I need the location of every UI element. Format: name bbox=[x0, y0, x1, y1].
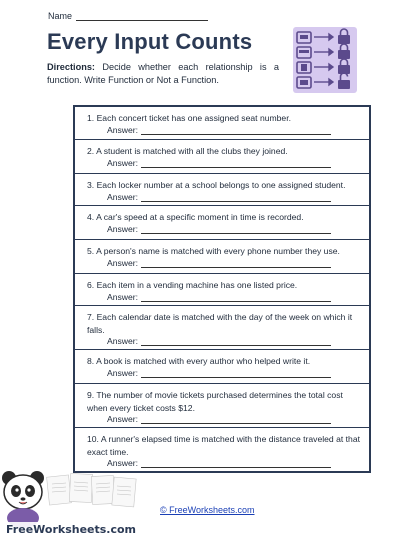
question-text bbox=[87, 311, 361, 337]
question-text bbox=[87, 211, 361, 224]
question-number: 5. bbox=[87, 246, 95, 256]
question-body: A runner's elapsed time is matched with the distance traveled at that exact time. bbox=[87, 434, 360, 457]
answer-line[interactable] bbox=[141, 458, 331, 468]
answer-label: Answer: bbox=[107, 224, 139, 234]
answer-line[interactable] bbox=[141, 125, 331, 135]
question-row bbox=[75, 139, 369, 173]
question-number: 4. bbox=[87, 212, 95, 222]
question-body: Each calendar date is matched with the day of the week on which it falls. bbox=[87, 312, 353, 335]
question-text bbox=[87, 145, 361, 158]
question-text bbox=[87, 279, 361, 292]
question-row bbox=[75, 305, 369, 349]
answer-field[interactable] bbox=[107, 336, 331, 346]
answer-label: Answer: bbox=[107, 292, 139, 302]
answer-line[interactable] bbox=[141, 336, 331, 346]
answer-field[interactable] bbox=[107, 125, 331, 135]
directions-text: Decide whether each relationship is a function. Write Function or Not a Function. bbox=[47, 62, 279, 85]
answer-line[interactable] bbox=[141, 258, 331, 268]
answer-label: Answer: bbox=[107, 192, 139, 202]
question-number: 8. bbox=[87, 356, 95, 366]
directions bbox=[47, 61, 279, 87]
input-output-graphic bbox=[293, 27, 357, 93]
question-number: 1. bbox=[87, 113, 95, 123]
question-row bbox=[75, 173, 369, 205]
answer-label: Answer: bbox=[107, 258, 139, 268]
question-row bbox=[75, 383, 369, 427]
question-body: A book is matched with every author who helped write it. bbox=[96, 356, 311, 366]
directions-label: Directions: bbox=[47, 62, 95, 72]
answer-line[interactable] bbox=[141, 368, 331, 378]
question-text bbox=[87, 112, 361, 125]
answer-label: Answer: bbox=[107, 125, 139, 135]
answer-line[interactable] bbox=[141, 292, 331, 302]
question-row bbox=[75, 349, 369, 383]
question-text bbox=[87, 433, 361, 459]
answer-label: Answer: bbox=[107, 414, 139, 424]
answer-label: Answer: bbox=[107, 336, 139, 346]
answer-line[interactable] bbox=[141, 414, 331, 424]
answer-field[interactable] bbox=[107, 192, 331, 202]
question-text bbox=[87, 245, 361, 258]
answer-label: Answer: bbox=[107, 158, 139, 168]
answer-field[interactable] bbox=[107, 224, 331, 234]
panda-mascot bbox=[2, 471, 44, 528]
answer-field[interactable] bbox=[107, 458, 331, 468]
page-title: Every Input Counts bbox=[47, 29, 253, 54]
question-row bbox=[75, 427, 369, 471]
question-number: 10. bbox=[87, 434, 99, 444]
name-line[interactable] bbox=[76, 11, 208, 21]
question-body: The number of movie tickets purchased determines the total cost when every ticket costs $12. bbox=[87, 390, 343, 413]
answer-label: Answer: bbox=[107, 458, 139, 468]
question-number: 6. bbox=[87, 280, 95, 290]
answer-line[interactable] bbox=[141, 192, 331, 202]
question-body: Each concert ticket has one assigned seat number. bbox=[96, 113, 291, 123]
question-row bbox=[75, 239, 369, 273]
name-field[interactable] bbox=[48, 11, 208, 21]
footer-link[interactable]: © FreeWorksheets.com bbox=[160, 505, 255, 515]
question-number: 9. bbox=[87, 390, 95, 400]
answer-line[interactable] bbox=[141, 158, 331, 168]
question-text bbox=[87, 355, 361, 368]
question-number: 7. bbox=[87, 312, 95, 322]
question-row bbox=[75, 107, 369, 139]
question-row bbox=[75, 205, 369, 239]
question-row bbox=[75, 273, 369, 305]
question-number: 2. bbox=[87, 146, 95, 156]
question-body: A car's speed at a specific moment in time is recorded. bbox=[96, 212, 304, 222]
answer-field[interactable] bbox=[107, 292, 331, 302]
answer-field[interactable] bbox=[107, 158, 331, 168]
freeworksheets-logo bbox=[0, 470, 150, 539]
answer-label: Answer: bbox=[107, 368, 139, 378]
answer-line[interactable] bbox=[141, 224, 331, 234]
answer-field[interactable] bbox=[107, 368, 331, 378]
question-text bbox=[87, 179, 361, 192]
question-body: A person's name is matched with every phone number they use. bbox=[96, 246, 340, 256]
name-label: Name bbox=[48, 11, 73, 21]
answer-field[interactable] bbox=[107, 414, 331, 424]
question-text bbox=[87, 389, 361, 415]
question-number: 3. bbox=[87, 180, 95, 190]
question-body: Each locker number at a school belongs to one assigned student. bbox=[96, 180, 346, 190]
answer-field[interactable] bbox=[107, 258, 331, 268]
logo-wordmark: FreeWorksheets.com bbox=[6, 523, 137, 536]
questions-list bbox=[73, 105, 371, 473]
question-body: A student is matched with all the clubs they joined. bbox=[96, 146, 288, 156]
question-body: Each item in a vending machine has one listed price. bbox=[96, 280, 298, 290]
